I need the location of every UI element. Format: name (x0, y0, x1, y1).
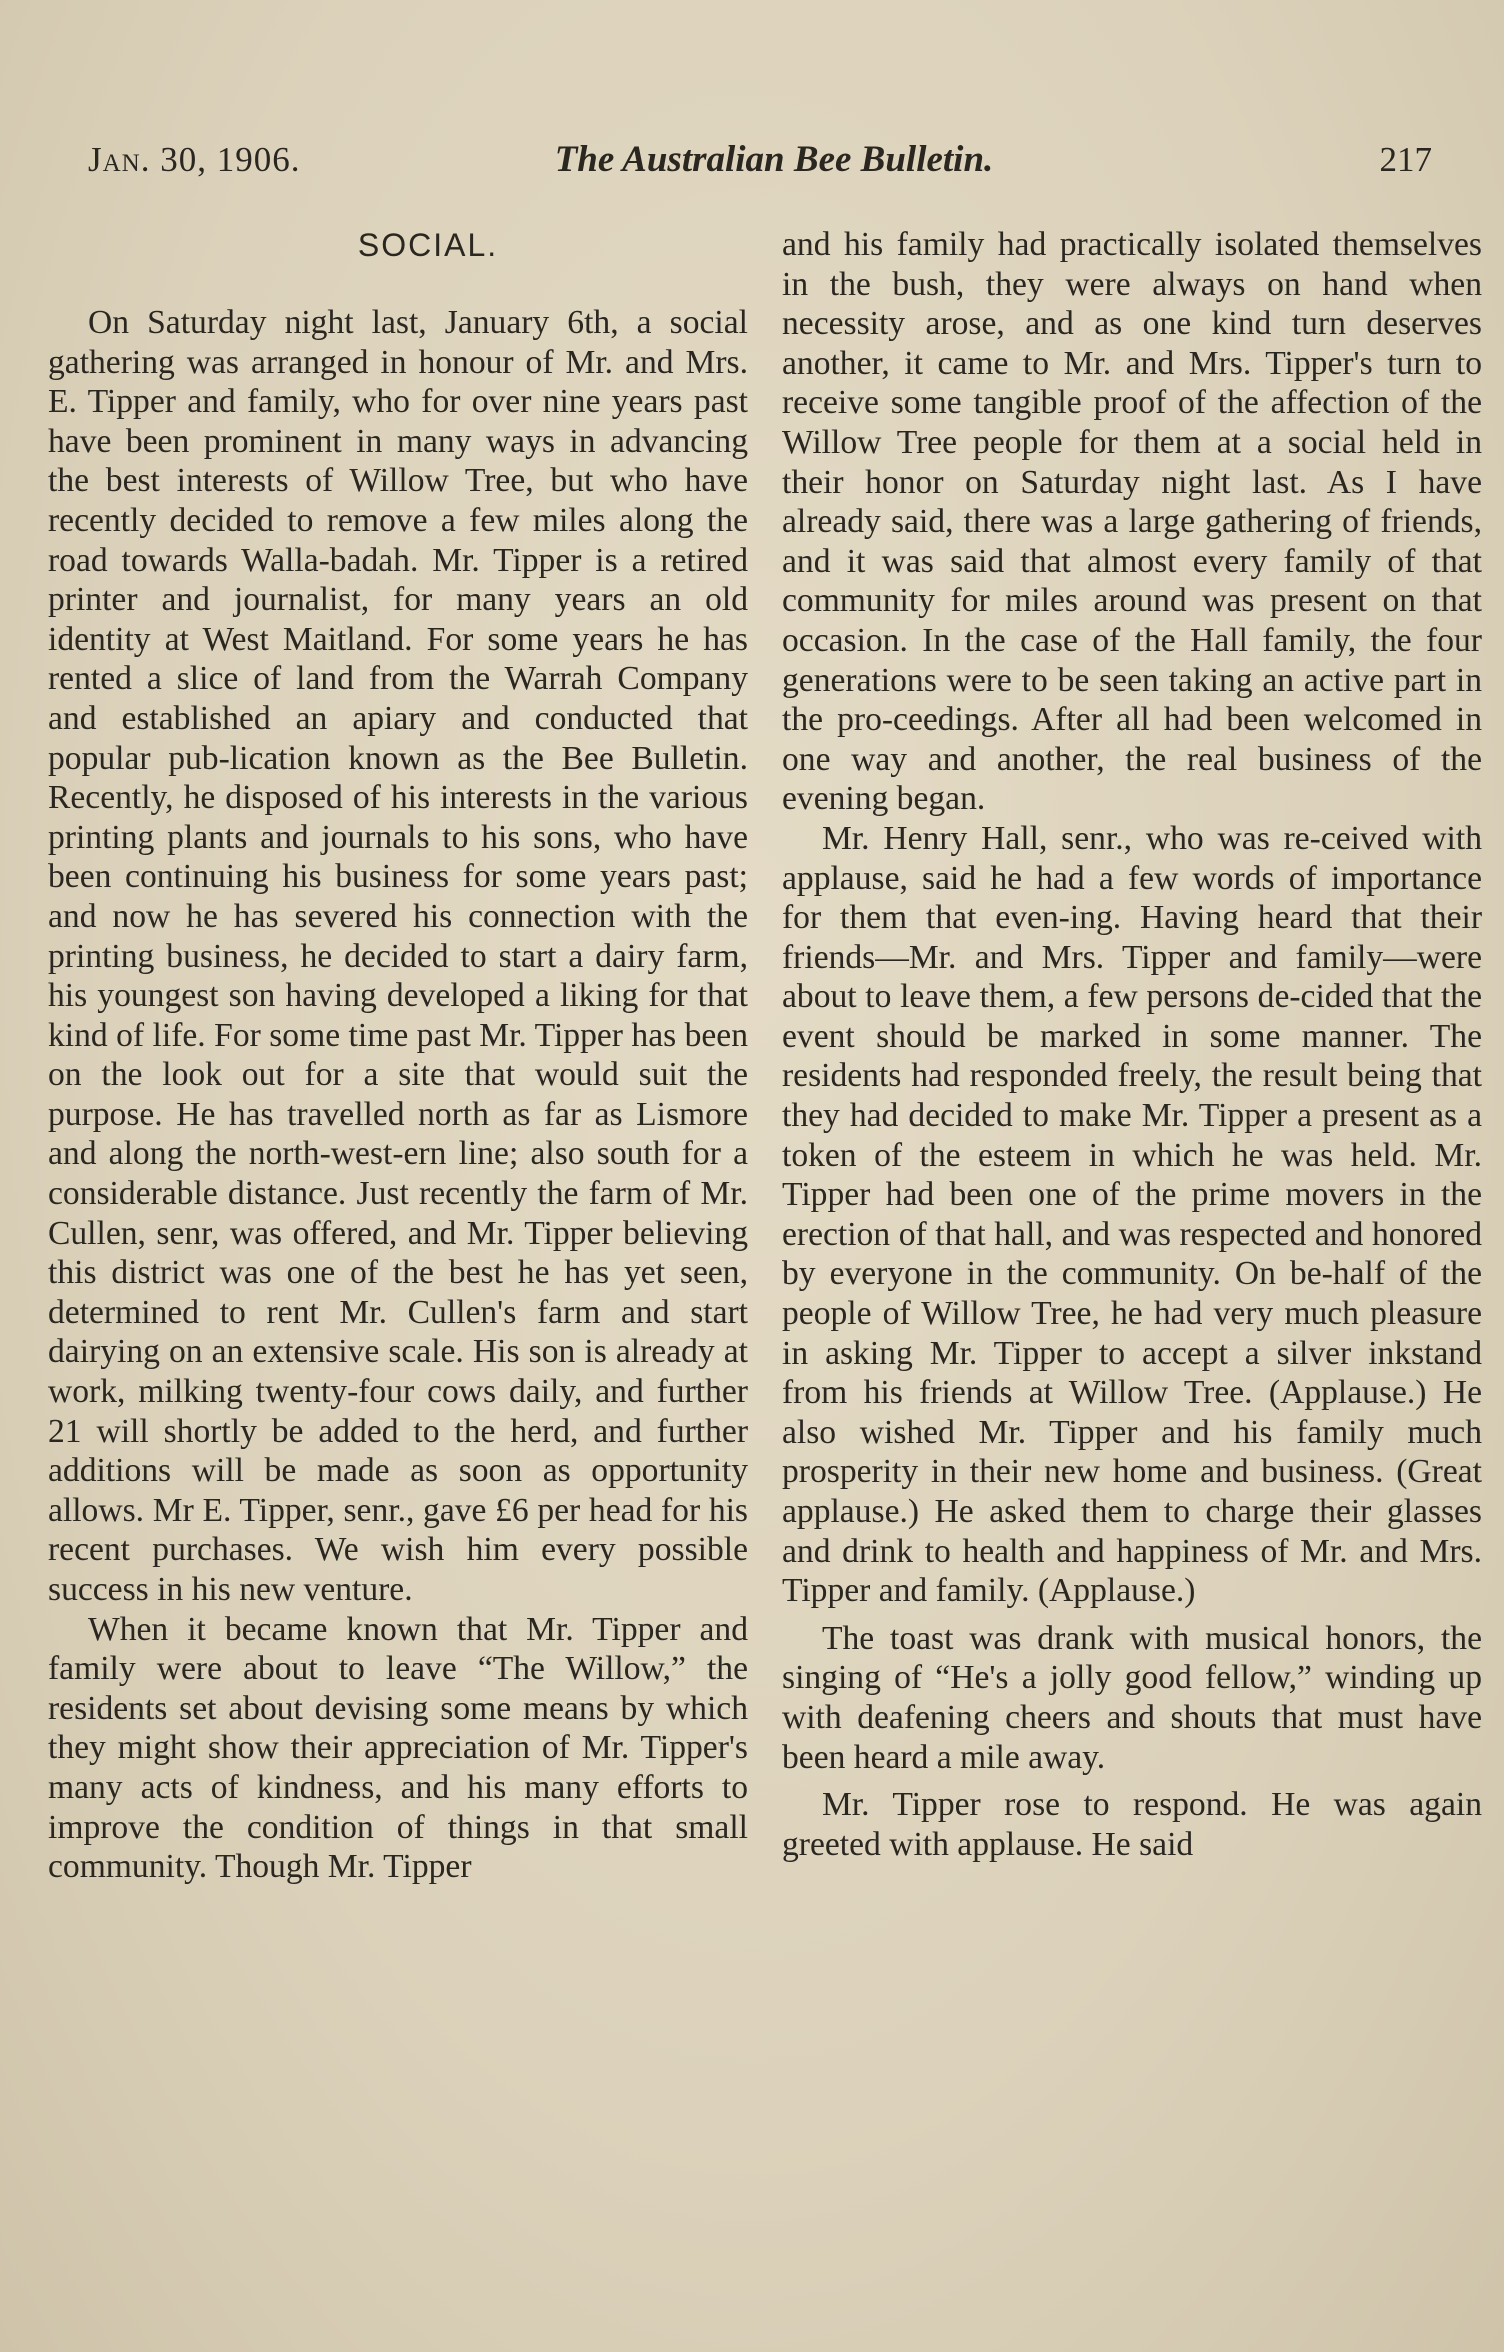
paragraph: and his family had practically isolated themselves in the bush, they were always on hand when necessity arose, and as one kind turn deserves another, it came to Mr. and Mrs. Tipper's turn to receive some tangible proof of the affection of the Willow Tree people for them at a social held in their honor on Saturday night last. As I have already said, there was a large gathering of friends, and it was said that almost every family of that community for miles around was present on that occasion. In the case of the Hall family, the four generations were to be seen taking an active part in the pro-ceedings. After all had been welcomed in one way and another, the real business of the evening began. (782, 226, 1482, 818)
issue-date: Jan. 30, 1906. (88, 140, 301, 179)
running-header (88, 140, 1460, 190)
paragraph: The toast was drank with musical honors, the singing of “He's a jolly good fellow,” winding up with deafening cheers and shouts that must have been heard a mile away. (782, 1619, 1482, 1776)
left-column (48, 225, 748, 1887)
paragraph: Mr. Tipper rose to respond. He was again greeted with applause. He said (782, 1786, 1482, 1863)
paragraph: On Saturday night last, January 6th, a social gathering was arranged in honour of Mr. and Mrs. E. Tipper and family, who for over nine years past have been prominent in many ways in advancing the best interests of Willow Tree, but who have recently decided to remove a few miles along the road towards Walla-badah. Mr. Tipper is a retired printer and journalist, for many years an old identity at West Maitland. For some years he has rented a slice of land from the Warrah Company and established an apiary and conducted that popular pub-lication known as the Bee Bulletin. Recently, he disposed of his interests in the various printing plants and journals to his sons, who have been continuing his business for some years past; and now he has severed his connection with the printing business, he decided to start a dairy farm, his youngest son having developed a liking for that kind of life. For some time past Mr. Tipper has been on the look out for a site that would suit the purpose. He has travelled north as far as Lismore and along the north-west-ern line; also south for a considerable distance. Just recently the farm of Mr. Cullen, senr, was offered, and Mr. Tipper believing this district was one of the best he has yet seen, determined to rent Mr. Cullen's farm and start dairying on an extensive scale. His son is already at work, milking twenty-four cows daily, and further 21 will shortly be added to the herd, and further additions will be made as soon as opportunity allows. Mr E. Tipper, senr., gave £6 per head for his recent purchases. We wish him every possible success in his new venture. (48, 304, 748, 1608)
article-heading: SOCIAL. (357, 227, 499, 263)
paragraph: When it became known that Mr. Tipper and family were about to leave “The Willow,” the residents set about devising some means by which they might show their appreciation of Mr. Tipper's many acts of kindness, and his many efforts to improve the condition of things in that small community. Though Mr. Tipper (48, 1610, 748, 1886)
right-column (782, 225, 1482, 1864)
journal-title: The Australian Bee Bulletin. (554, 139, 994, 180)
page-number: 217 (1379, 140, 1432, 179)
paragraph: Mr. Henry Hall, senr., who was re-ceived with applause, said he had a few words of importance for them that even-ing. Having heard that their friends—Mr. and Mrs. Tipper and family—were about to leave them, a few persons de-cided that the event should be marked in some manner. The residents had responded freely, the result being that they had decided to make Mr. Tipper a present as a token of the esteem in which he was held. Mr. Tipper had been one of the prime movers in the erection of that hall, and was respected and honored by everyone in the community. On be-half of the people of Willow Tree, he had very much pleasure in asking Mr. Tipper to accept a silver inkstand from his friends at Willow Tree. (Applause.) He also wished Mr. Tipper and his family much prosperity in their new home and business. (Great applause.) He asked them to charge their glasses and drink to health and happiness of Mr. and Mrs. Tipper and family. (Applause.) (782, 819, 1482, 1610)
